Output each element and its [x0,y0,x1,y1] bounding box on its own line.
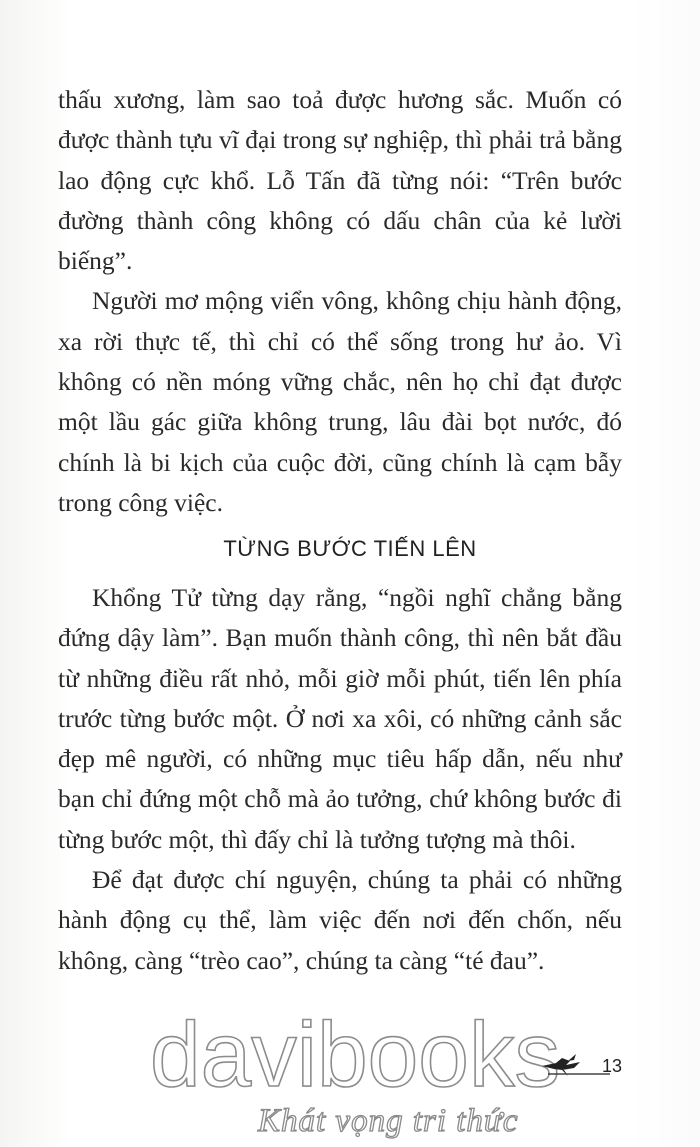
paragraph-continued: thấu xương, làm sao toả được hương sắc. Muốn có được thành tựu vĩ đại trong sự nghiệp, thì phải trả bằng lao động cực khổ. Lỗ Tấn đã từng nói: “Trên bước đường thành công không có dấu chân của kẻ lười biếng”. [58,85,622,276]
paragraph: Người mơ mộng viển vông, không chịu hành động, xa rời thực tế, thì chỉ có thể sống trong hư ảo. Vì không có nền móng vững chắc, nên họ chỉ đạt được một lầu gác giữa không trung, lâu đài bọt nước, đó chính là bi kịch của cuộc đời, cũng chính là cạm bẫy trong công việc. [58,286,622,517]
paragraph: Để đạt được chí nguyện, chúng ta phải có những hành động cụ thể, làm việc đến nơi đến chốn, nếu không, càng “trèo cao”, chúng ta càng “té đau”. [58,865,622,975]
watermark-brand: davibooks [150,1008,560,1100]
text-block-top [58,80,622,523]
watermark-tagline: Khát vọng tri thức [258,1103,519,1139]
paragraph: Khổng Tử từng dạy rằng, “ngồi nghĩ chẳng bằng đứng dậy làm”. Bạn muốn thành công, thì nên bắt đầu từ những điều rất nhỏ, mỗi giờ mỗi phút, tiến lên phía trước từng bước một. Ở nơi xa xôi, có những cảnh sắc đẹp mê người, có những mục tiêu hấp dẫn, nếu như bạn chỉ đứng một chỗ mà ảo tưởng, chứ không bước đi từng bước một, thì đấy chỉ là tưởng tượng mà thôi. [58,583,622,854]
page-number: 13 [602,1056,623,1076]
text-block-bottom [58,578,622,981]
section-heading: TỪNG BƯỚC TIẾN LÊN [223,536,477,561]
watermark-logo [150,1008,570,1100]
